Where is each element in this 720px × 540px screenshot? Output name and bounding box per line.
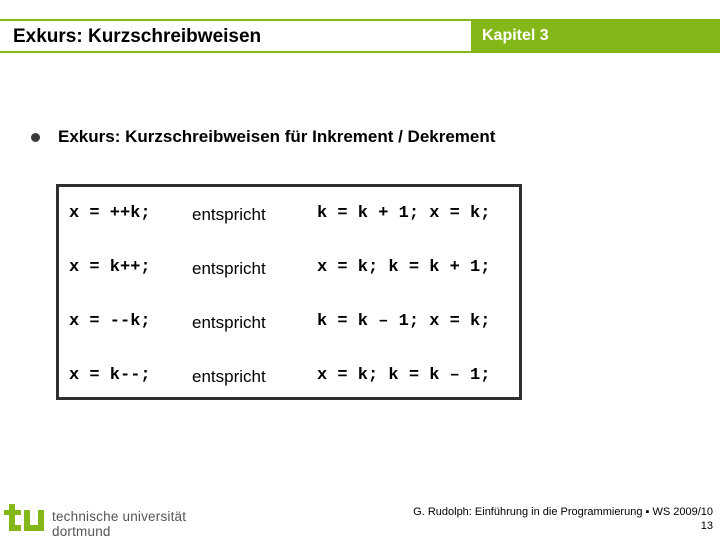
equivalence-label: entspricht — [192, 205, 266, 224]
equivalence-label: entspricht — [192, 259, 266, 278]
table-row — [59, 256, 519, 280]
chapter-badge — [471, 19, 720, 53]
university-name — [52, 509, 186, 539]
university-name-line2: dortmund — [52, 524, 111, 539]
course-credit: G. Rudolph: Einführung in die Programmierung ▪ WS 2009/10 — [413, 506, 713, 518]
table-row — [59, 310, 519, 334]
footer-credit — [413, 505, 713, 533]
table-row — [59, 202, 519, 226]
code-expression: x = k++; — [69, 258, 151, 277]
code-equivalent: k = k – 1; x = k; — [317, 312, 491, 331]
equivalence-label: entspricht — [192, 313, 266, 332]
table-row — [59, 364, 519, 388]
university-name-line1: technische universität — [52, 509, 187, 524]
code-equivalent: x = k; k = k + 1; — [317, 258, 491, 277]
code-table — [56, 184, 522, 400]
code-equivalent: k = k + 1; x = k; — [317, 204, 491, 223]
bullet-item — [31, 126, 495, 148]
bullet-dot-icon — [31, 133, 40, 142]
bullet-text: Exkurs: Kurzschreibweisen für Inkrement / Dekrement — [58, 127, 496, 146]
code-expression: x = k--; — [69, 366, 151, 385]
code-expression: x = --k; — [69, 312, 151, 331]
equivalence-label: entspricht — [192, 367, 266, 386]
code-expression: x = ++k; — [69, 204, 151, 223]
page-number: 13 — [700, 520, 713, 532]
chapter-badge-label: Kapitel 3 — [482, 27, 549, 44]
slide-title: Exkurs: Kurzschreibweisen — [13, 26, 262, 47]
code-equivalent: x = k; k = k – 1; — [317, 366, 491, 385]
